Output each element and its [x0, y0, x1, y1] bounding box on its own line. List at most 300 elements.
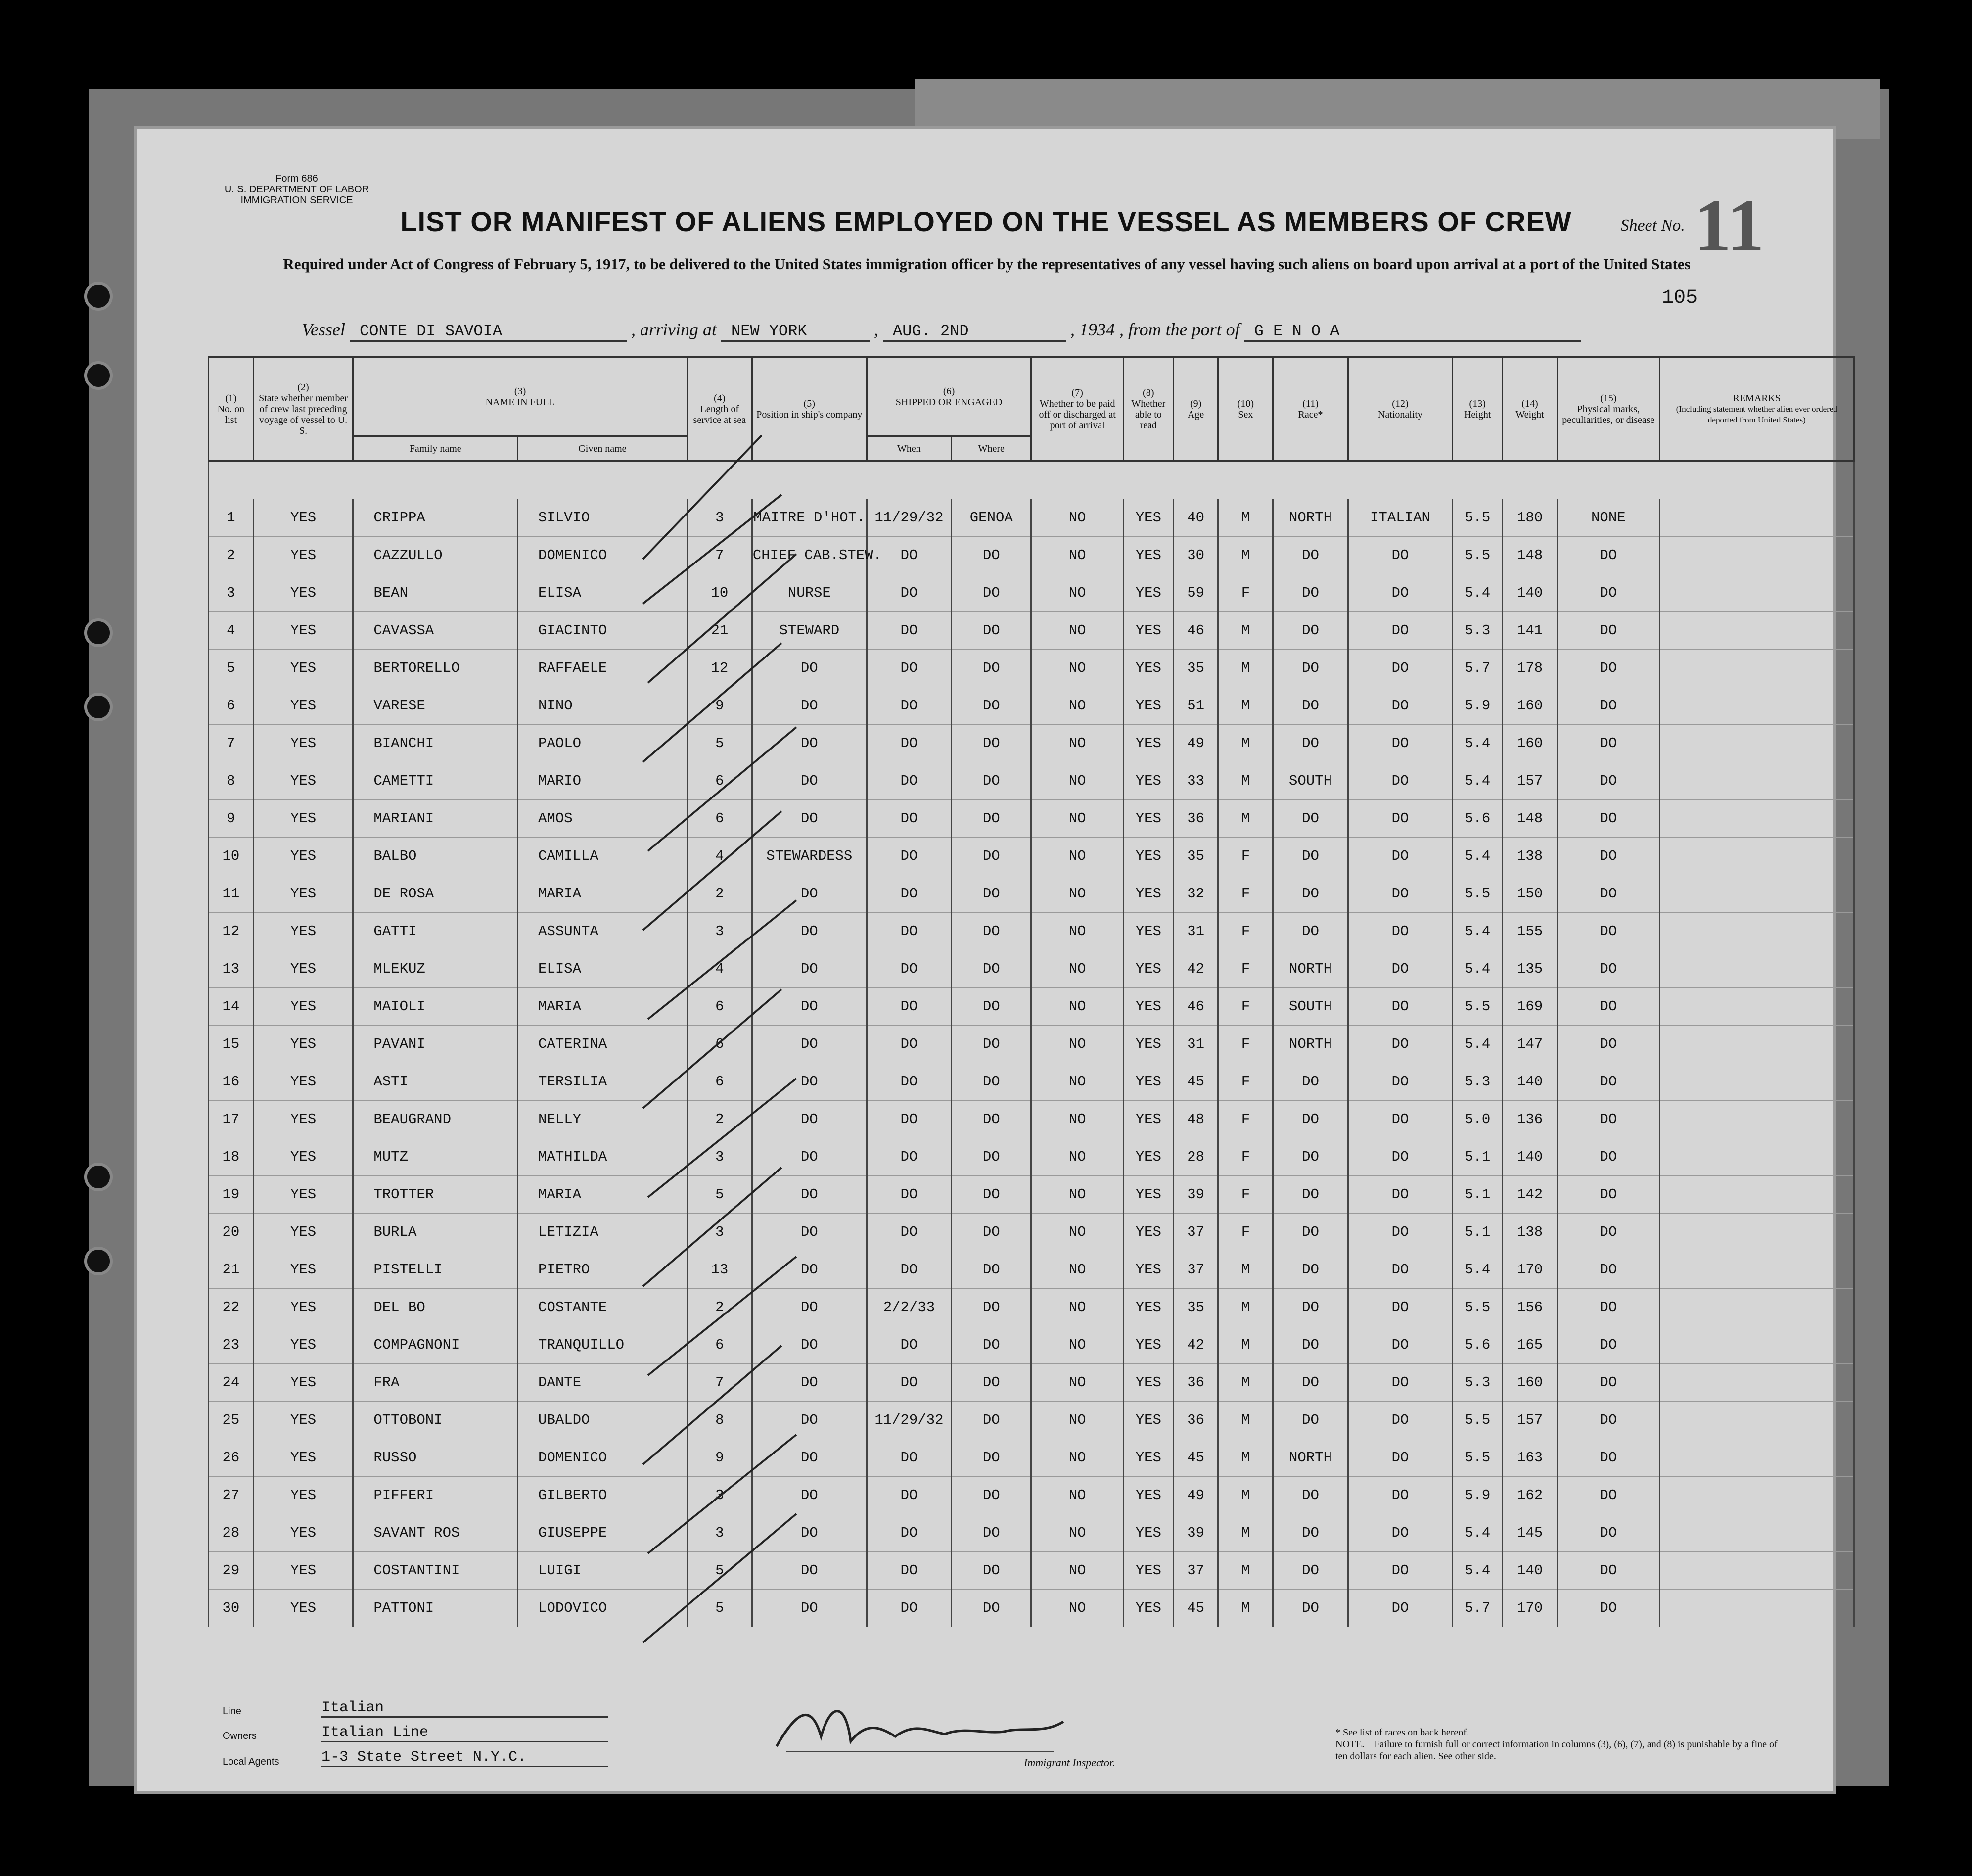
nationality-cell: DO: [1348, 650, 1453, 687]
sex-cell: F: [1218, 988, 1273, 1026]
shipped-when-cell: 11/29/32: [867, 1402, 951, 1439]
row-number-cell: 27: [209, 1477, 254, 1514]
remarks-cell: [1659, 612, 1854, 650]
weight-cell: 148: [1503, 537, 1558, 574]
row-number-cell: 9: [209, 800, 254, 838]
able-to-read-cell: YES: [1123, 574, 1173, 612]
position-cell: NURSE: [752, 574, 867, 612]
able-to-read-cell: YES: [1123, 650, 1173, 687]
footer-notes: [1335, 1727, 1781, 1762]
able-to-read-cell: YES: [1123, 1101, 1173, 1138]
able-to-read-cell: YES: [1123, 612, 1173, 650]
shipped-where-cell: DO: [952, 1289, 1031, 1326]
previous-voyage-cell: YES: [253, 1289, 353, 1326]
family-name-cell: GATTI: [353, 913, 518, 950]
able-to-read-cell: YES: [1123, 1402, 1173, 1439]
sex-cell: M: [1218, 1326, 1273, 1364]
row-number-cell: 20: [209, 1214, 254, 1251]
able-to-read-cell: YES: [1123, 950, 1173, 988]
service-length-cell: 10: [687, 574, 752, 612]
weight-cell: 178: [1503, 650, 1558, 687]
shipped-when-cell: DO: [867, 1364, 951, 1402]
remarks-cell: [1659, 1439, 1854, 1477]
paid-off-cell: NO: [1031, 612, 1124, 650]
shipped-where-cell: DO: [952, 1063, 1031, 1101]
previous-voyage-cell: YES: [253, 1402, 353, 1439]
paid-off-cell: NO: [1031, 574, 1124, 612]
shipped-where-cell: DO: [952, 1402, 1031, 1439]
row-number-cell: 7: [209, 725, 254, 762]
physical-marks-cell: NONE: [1558, 499, 1660, 537]
remarks-cell: [1659, 1289, 1854, 1326]
line-value: Italian: [321, 1699, 608, 1718]
service-length-cell: 13: [687, 1251, 752, 1289]
nationality-cell: DO: [1348, 1101, 1453, 1138]
race-cell: DO: [1273, 537, 1348, 574]
weight-cell: 160: [1503, 1364, 1558, 1402]
form-number: Form 686: [275, 173, 318, 184]
sheet-number-value: 11: [1694, 185, 1764, 267]
shipped-when-cell: DO: [867, 1176, 951, 1214]
age-cell: 31: [1173, 913, 1218, 950]
table-row: [209, 1176, 1854, 1214]
given-name-cell: UBALDO: [518, 1402, 688, 1439]
position-cell: DO: [752, 875, 867, 913]
row-number-cell: 24: [209, 1364, 254, 1402]
line-label: Line: [223, 1706, 241, 1717]
shipped-when-cell: DO: [867, 537, 951, 574]
height-cell: 5.3: [1453, 1364, 1503, 1402]
remarks-cell: [1659, 537, 1854, 574]
given-name-cell: MARIO: [518, 762, 688, 800]
nationality-cell: DO: [1348, 1477, 1453, 1514]
service-length-cell: 8: [687, 1402, 752, 1439]
sex-cell: M: [1218, 612, 1273, 650]
shipped-when-cell: DO: [867, 725, 951, 762]
height-cell: 5.9: [1453, 1477, 1503, 1514]
given-name-cell: MATHILDA: [518, 1138, 688, 1176]
table-row: [209, 650, 1854, 687]
position-cell: STEWARD: [752, 612, 867, 650]
shipped-where-cell: DO: [952, 1176, 1031, 1214]
physical-marks-cell: DO: [1558, 1364, 1660, 1402]
race-cell: DO: [1273, 1138, 1348, 1176]
sex-cell: F: [1218, 1176, 1273, 1214]
race-cell: DO: [1273, 1552, 1348, 1590]
paid-off-cell: NO: [1031, 1138, 1124, 1176]
sheet-number-label: Sheet No.: [1620, 216, 1685, 234]
height-cell: 5.3: [1453, 612, 1503, 650]
col-height-header: (13) Height: [1453, 357, 1503, 461]
shipped-when-cell: DO: [867, 838, 951, 875]
given-name-cell: ASSUNTA: [518, 913, 688, 950]
nationality-cell: DO: [1348, 1176, 1453, 1214]
age-cell: 31: [1173, 1026, 1218, 1063]
previous-voyage-cell: YES: [253, 1364, 353, 1402]
able-to-read-cell: YES: [1123, 1552, 1173, 1590]
remarks-cell: [1659, 1590, 1854, 1627]
weight-cell: 145: [1503, 1514, 1558, 1552]
physical-marks-cell: DO: [1558, 1402, 1660, 1439]
table-row: [209, 1364, 1854, 1402]
height-cell: 5.5: [1453, 1439, 1503, 1477]
able-to-read-cell: YES: [1123, 875, 1173, 913]
race-cell: DO: [1273, 1477, 1348, 1514]
inspector-signature: [767, 1692, 1073, 1761]
sex-cell: M: [1218, 762, 1273, 800]
paid-off-cell: NO: [1031, 1364, 1124, 1402]
age-cell: 39: [1173, 1514, 1218, 1552]
race-cell: DO: [1273, 1514, 1348, 1552]
height-cell: 5.4: [1453, 725, 1503, 762]
weight-cell: 163: [1503, 1439, 1558, 1477]
position-cell: DO: [752, 725, 867, 762]
col-given-name-header: Given name: [518, 436, 688, 461]
sex-cell: F: [1218, 913, 1273, 950]
height-cell: 5.4: [1453, 762, 1503, 800]
able-to-read-cell: YES: [1123, 1063, 1173, 1101]
given-name-cell: DOMENICO: [518, 1439, 688, 1477]
given-name-cell: COSTANTE: [518, 1289, 688, 1326]
given-name-cell: MARIA: [518, 988, 688, 1026]
position-cell: DO: [752, 1101, 867, 1138]
paid-off-cell: NO: [1031, 800, 1124, 838]
race-cell: DO: [1273, 1326, 1348, 1364]
family-name-cell: MUTZ: [353, 1138, 518, 1176]
family-name-cell: CAVASSA: [353, 612, 518, 650]
col-weight-header: (14) Weight: [1503, 357, 1558, 461]
shipped-where-cell: DO: [952, 800, 1031, 838]
penalty-note: NOTE.—Failure to furnish full or correct information in columns (3), (6), (7), and (8) is punishable by a fine of ten dollars for each alien. See other side.: [1335, 1739, 1778, 1762]
able-to-read-cell: YES: [1123, 1251, 1173, 1289]
given-name-cell: PIETRO: [518, 1251, 688, 1289]
paid-off-cell: NO: [1031, 913, 1124, 950]
arriving-label: , arriving at: [631, 320, 717, 339]
nationality-cell: DO: [1348, 1326, 1453, 1364]
service-length-cell: 6: [687, 1326, 752, 1364]
col-when-header: When: [867, 436, 951, 461]
shipped-where-cell: DO: [952, 762, 1031, 800]
position-cell: DO: [752, 1063, 867, 1101]
height-cell: 5.5: [1453, 875, 1503, 913]
family-name-cell: CRIPPA: [353, 499, 518, 537]
able-to-read-cell: YES: [1123, 1138, 1173, 1176]
height-cell: 5.5: [1453, 1402, 1503, 1439]
table-row: [209, 574, 1854, 612]
family-name-cell: MAIOLI: [353, 988, 518, 1026]
service-length-cell: 7: [687, 537, 752, 574]
shipped-where-cell: DO: [952, 1364, 1031, 1402]
shipped-when-cell: DO: [867, 1326, 951, 1364]
given-name-cell: PAOLO: [518, 725, 688, 762]
given-name-cell: CAMILLA: [518, 838, 688, 875]
paid-off-cell: NO: [1031, 875, 1124, 913]
shipped-when-cell: 2/2/33: [867, 1289, 951, 1326]
given-name-cell: GIACINTO: [518, 612, 688, 650]
arrival-date: AUG. 2ND: [883, 322, 1066, 342]
shipped-where-cell: DO: [952, 913, 1031, 950]
service-length-cell: 6: [687, 762, 752, 800]
physical-marks-cell: DO: [1558, 913, 1660, 950]
service-length-cell: 3: [687, 1514, 752, 1552]
family-name-cell: PATTONI: [353, 1590, 518, 1627]
table-row: [209, 1138, 1854, 1176]
physical-marks-cell: DO: [1558, 1063, 1660, 1101]
row-number-cell: 13: [209, 950, 254, 988]
remarks-cell: [1659, 499, 1854, 537]
table-row: [209, 1214, 1854, 1251]
previous-voyage-cell: YES: [253, 574, 353, 612]
table-row: [209, 1514, 1854, 1552]
table-row: [209, 687, 1854, 725]
age-cell: 48: [1173, 1101, 1218, 1138]
col-no-header: (1) No. on list: [209, 357, 254, 461]
shipped-where-cell: DO: [952, 1101, 1031, 1138]
age-cell: 33: [1173, 762, 1218, 800]
height-cell: 5.6: [1453, 1326, 1503, 1364]
position-cell: DO: [752, 913, 867, 950]
row-number-cell: 23: [209, 1326, 254, 1364]
family-name-cell: COSTANTINI: [353, 1552, 518, 1590]
able-to-read-cell: YES: [1123, 1439, 1173, 1477]
shipped-where-cell: GENOA: [952, 499, 1031, 537]
binder-hole: [84, 1247, 113, 1275]
paid-off-cell: NO: [1031, 1101, 1124, 1138]
race-cell: DO: [1273, 800, 1348, 838]
shipped-when-cell: DO: [867, 1477, 951, 1514]
row-number-cell: 2: [209, 537, 254, 574]
age-cell: 42: [1173, 950, 1218, 988]
position-cell: DO: [752, 1552, 867, 1590]
paid-off-cell: NO: [1031, 537, 1124, 574]
remarks-cell: [1659, 1402, 1854, 1439]
family-name-cell: COMPAGNONI: [353, 1326, 518, 1364]
shipped-when-cell: DO: [867, 988, 951, 1026]
race-cell: NORTH: [1273, 950, 1348, 988]
family-name-cell: BEAN: [353, 574, 518, 612]
service-length-cell: 2: [687, 875, 752, 913]
shipped-when-cell: DO: [867, 1251, 951, 1289]
previous-voyage-cell: YES: [253, 1063, 353, 1101]
shipped-when-cell: DO: [867, 574, 951, 612]
weight-cell: 138: [1503, 1214, 1558, 1251]
family-name-cell: PISTELLI: [353, 1251, 518, 1289]
col-service-length-header: (4) Length of service at sea: [687, 357, 752, 461]
height-cell: 5.4: [1453, 838, 1503, 875]
shipped-where-cell: DO: [952, 687, 1031, 725]
previous-voyage-cell: YES: [253, 1590, 353, 1627]
weight-cell: 180: [1503, 499, 1558, 537]
row-number-cell: 29: [209, 1552, 254, 1590]
race-cell: SOUTH: [1273, 988, 1348, 1026]
paid-off-cell: NO: [1031, 1063, 1124, 1101]
service-length-cell: 3: [687, 1138, 752, 1176]
able-to-read-cell: YES: [1123, 1590, 1173, 1627]
race-cell: DO: [1273, 687, 1348, 725]
race-cell: DO: [1273, 612, 1348, 650]
remarks-cell: [1659, 988, 1854, 1026]
physical-marks-cell: DO: [1558, 1552, 1660, 1590]
previous-voyage-cell: YES: [253, 499, 353, 537]
height-cell: 5.0: [1453, 1101, 1503, 1138]
sex-cell: F: [1218, 1026, 1273, 1063]
family-name-cell: MLEKUZ: [353, 950, 518, 988]
shipped-when-cell: DO: [867, 950, 951, 988]
weight-cell: 138: [1503, 838, 1558, 875]
given-name-cell: MARIA: [518, 875, 688, 913]
shipped-where-cell: DO: [952, 838, 1031, 875]
height-cell: 5.5: [1453, 537, 1503, 574]
weight-cell: 155: [1503, 913, 1558, 950]
row-number-cell: 3: [209, 574, 254, 612]
table-row: [209, 1026, 1854, 1063]
paid-off-cell: NO: [1031, 1477, 1124, 1514]
able-to-read-cell: YES: [1123, 1364, 1173, 1402]
shipped-when-cell: DO: [867, 800, 951, 838]
given-name-cell: ELISA: [518, 574, 688, 612]
age-cell: 37: [1173, 1214, 1218, 1251]
family-name-cell: DEL BO: [353, 1289, 518, 1326]
given-name-cell: CATERINA: [518, 1026, 688, 1063]
shipped-where-cell: DO: [952, 537, 1031, 574]
shipped-when-cell: DO: [867, 762, 951, 800]
remarks-cell: [1659, 1101, 1854, 1138]
table-row: [209, 1439, 1854, 1477]
able-to-read-cell: YES: [1123, 1477, 1173, 1514]
previous-voyage-cell: YES: [253, 1138, 353, 1176]
col-family-name-header: Family name: [353, 436, 518, 461]
sex-cell: M: [1218, 725, 1273, 762]
physical-marks-cell: DO: [1558, 875, 1660, 913]
physical-marks-cell: DO: [1558, 687, 1660, 725]
row-number-cell: 19: [209, 1176, 254, 1214]
row-number-cell: 15: [209, 1026, 254, 1063]
age-cell: 40: [1173, 499, 1218, 537]
weight-cell: 157: [1503, 762, 1558, 800]
race-cell: DO: [1273, 1402, 1348, 1439]
race-cell: DO: [1273, 1176, 1348, 1214]
weight-cell: 140: [1503, 1138, 1558, 1176]
table-row: [209, 537, 1854, 574]
remarks-cell: [1659, 687, 1854, 725]
previous-voyage-cell: YES: [253, 1214, 353, 1251]
weight-cell: 142: [1503, 1176, 1558, 1214]
physical-marks-cell: DO: [1558, 1214, 1660, 1251]
service-length-cell: 2: [687, 1289, 752, 1326]
previous-voyage-cell: YES: [253, 762, 353, 800]
row-number-cell: 30: [209, 1590, 254, 1627]
service-length-cell: 3: [687, 499, 752, 537]
position-cell: DO: [752, 762, 867, 800]
vessel-line: Vessel CONTE DI SAVOIA , arriving at NEW YORK , AUG. 2ND , 1934 , from the port of G E N O A: [302, 319, 1581, 342]
previous-voyage-cell: YES: [253, 838, 353, 875]
binder-hole: [84, 282, 113, 311]
race-cell: DO: [1273, 913, 1348, 950]
row-number-cell: 28: [209, 1514, 254, 1552]
able-to-read-cell: YES: [1123, 499, 1173, 537]
table-row: [209, 950, 1854, 988]
paid-off-cell: NO: [1031, 1289, 1124, 1326]
nationality-cell: DO: [1348, 537, 1453, 574]
age-cell: 35: [1173, 1289, 1218, 1326]
sex-cell: F: [1218, 838, 1273, 875]
height-cell: 5.4: [1453, 574, 1503, 612]
position-cell: DO: [752, 650, 867, 687]
from-label: , from the port of: [1119, 320, 1240, 339]
service-length-cell: 3: [687, 1477, 752, 1514]
given-name-cell: TRANQUILLO: [518, 1326, 688, 1364]
sex-cell: F: [1218, 1214, 1273, 1251]
previous-voyage-cell: YES: [253, 1477, 353, 1514]
col-paid-off-header: (7) Whether to be paid off or discharged at port of arrival: [1031, 357, 1124, 461]
height-cell: 5.3: [1453, 1063, 1503, 1101]
family-name-cell: BERTORELLO: [353, 650, 518, 687]
binder-hole: [84, 693, 113, 721]
remarks-cell: [1659, 574, 1854, 612]
shipped-where-cell: DO: [952, 574, 1031, 612]
height-cell: 5.7: [1453, 1590, 1503, 1627]
agents-label: Local Agents: [223, 1756, 279, 1767]
shipped-where-cell: DO: [952, 988, 1031, 1026]
able-to-read-cell: YES: [1123, 762, 1173, 800]
table-row: [209, 1552, 1854, 1590]
given-name-cell: ELISA: [518, 950, 688, 988]
service-length-cell: 5: [687, 1552, 752, 1590]
nationality-cell: DO: [1348, 1402, 1453, 1439]
height-cell: 5.6: [1453, 800, 1503, 838]
previous-voyage-cell: YES: [253, 1439, 353, 1477]
nationality-cell: DO: [1348, 1289, 1453, 1326]
table-row: [209, 1289, 1854, 1326]
physical-marks-cell: DO: [1558, 1026, 1660, 1063]
shipped-where-cell: DO: [952, 612, 1031, 650]
height-cell: 5.5: [1453, 499, 1503, 537]
table-header: [209, 357, 1854, 461]
physical-marks-cell: DO: [1558, 1439, 1660, 1477]
family-name-cell: CAZZULLO: [353, 537, 518, 574]
height-cell: 5.4: [1453, 950, 1503, 988]
sex-cell: F: [1218, 1063, 1273, 1101]
weight-cell: 140: [1503, 1552, 1558, 1590]
table-row: [209, 1402, 1854, 1439]
position-cell: DO: [752, 1176, 867, 1214]
age-cell: 28: [1173, 1138, 1218, 1176]
position-cell: DO: [752, 1289, 867, 1326]
remarks-cell: [1659, 1364, 1854, 1402]
service-length-cell: 5: [687, 1176, 752, 1214]
physical-marks-cell: DO: [1558, 1514, 1660, 1552]
age-cell: 45: [1173, 1063, 1218, 1101]
age-cell: 51: [1173, 687, 1218, 725]
remarks-cell: [1659, 1477, 1854, 1514]
age-cell: 49: [1173, 1477, 1218, 1514]
race-cell: DO: [1273, 725, 1348, 762]
race-cell: SOUTH: [1273, 762, 1348, 800]
weight-cell: 150: [1503, 875, 1558, 913]
position-cell: DO: [752, 988, 867, 1026]
service-length-cell: 4: [687, 950, 752, 988]
paid-off-cell: NO: [1031, 687, 1124, 725]
shipped-when-cell: DO: [867, 1138, 951, 1176]
remarks-cell: [1659, 838, 1854, 875]
row-number-cell: 8: [209, 762, 254, 800]
shipped-when-cell: DO: [867, 1063, 951, 1101]
previous-voyage-cell: YES: [253, 1026, 353, 1063]
service-length-cell: 6: [687, 1026, 752, 1063]
paid-off-cell: NO: [1031, 650, 1124, 687]
previous-voyage-cell: YES: [253, 1176, 353, 1214]
previous-voyage-cell: YES: [253, 950, 353, 988]
